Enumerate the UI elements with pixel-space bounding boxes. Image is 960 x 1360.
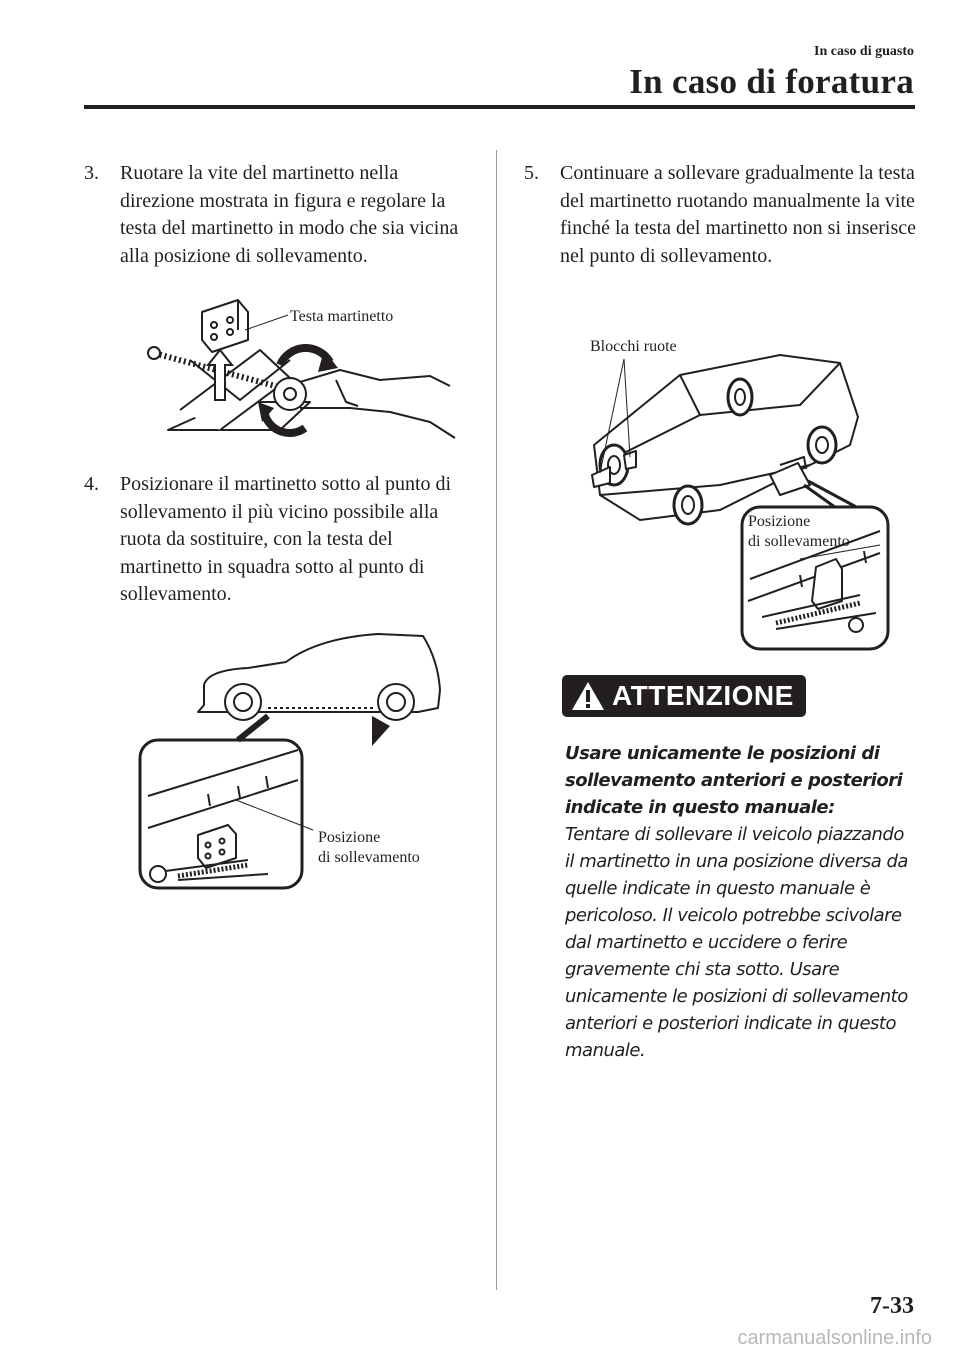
warning-text: Tentare di sollevare il veicolo piazzando il martinetto in una posizione diversa da quelle indicate in questo manuale è pericoloso. Il veicolo potrebbe scivolare dal martinetto e uccidere o ferire gravemente chi sta sotto. Usare unicamente le posizioni di sollevamento anteriori e posteriori indicate in questo manuale. xyxy=(565,824,908,1061)
section-title: In caso di guasto xyxy=(814,44,914,59)
wheel-blocks-label: Blocchi ruote xyxy=(590,338,677,355)
step-number: 5. xyxy=(524,162,539,184)
header-rule xyxy=(84,105,915,109)
warning-banner xyxy=(562,675,806,717)
step-5 xyxy=(524,160,919,270)
page-number: 7-33 xyxy=(870,1293,914,1319)
column-divider xyxy=(496,150,497,1290)
step-number: 3. xyxy=(84,162,99,184)
lifting-figure xyxy=(580,345,892,653)
page-title: In caso di foratura xyxy=(629,62,914,101)
step-text: Posizionare il martinetto sotto al punto di sollevamento il più vicino possibile alla ruota da sostituire, con la testa del martinetto in squadra sotto al punto di sollevamento. xyxy=(120,473,452,605)
step-number: 4. xyxy=(84,473,99,495)
warning-bold-text: Usare unicamente le posizioni di sollevamento anteriori e posteriori indicate in questo manuale: xyxy=(565,743,903,818)
step-text: Ruotare la vite del martinetto nella direzione mostrata in figura e regolare la testa del martinetto in modo che sia vicina alla posizione di sollevamento. xyxy=(120,162,459,267)
warning-triangle-icon xyxy=(570,680,606,712)
jack-point-label-2: Posizione di sollevamento xyxy=(748,513,850,550)
jack-point-label-1: Posizione di sollevamento xyxy=(318,829,420,866)
warning-title: ATTENZIONE xyxy=(612,680,794,711)
jack-head-label: Testa martinetto xyxy=(290,308,394,325)
warning-body xyxy=(565,740,915,1064)
step-text: Continuare a sollevare gradualmente la testa del martinetto ruotando manualmente la vite finché la testa del martinetto non si inserisce nel punto di sollevamento. xyxy=(560,162,916,267)
watermark: carmanualsonline.info xyxy=(737,1327,932,1349)
step-4 xyxy=(84,471,474,609)
step-3 xyxy=(84,160,474,270)
